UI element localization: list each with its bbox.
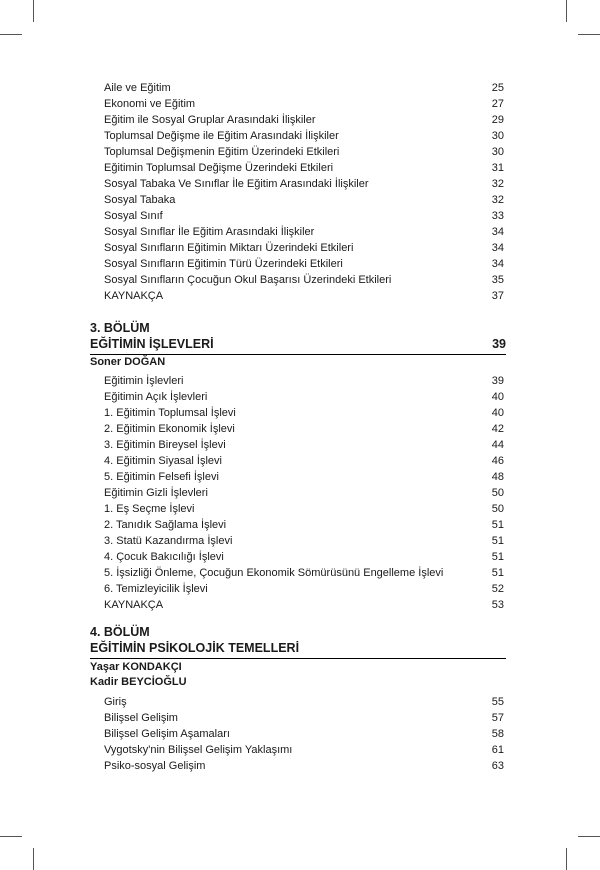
toc-entry[interactable]: Ekonomi ve Eğitim 27 (104, 98, 504, 110)
crop-mark-top-left (33, 0, 34, 22)
toc-entry[interactable]: Sosyal Sınıf 33 (104, 210, 504, 222)
chapter-number: 4. BÖLÜM (90, 625, 150, 639)
crop-mark-right-bottom (578, 836, 600, 837)
chapter-title[interactable] (90, 336, 506, 355)
toc-entry[interactable]: 2. Tanıdık Sağlama İşlevi 51 (104, 519, 504, 531)
toc-entry[interactable]: 1. Eğitimin Toplumsal İşlevi 40 (104, 407, 504, 419)
toc-entry[interactable]: Eğitimin Gizli İşlevleri 50 (104, 487, 504, 499)
crop-mark-bottom-right (566, 848, 567, 870)
chapter-number: 3. BÖLÜM (90, 321, 150, 335)
toc-entry[interactable]: KAYNAKÇA 37 (104, 290, 504, 302)
toc-entry[interactable]: Toplumsal Değişme ile Eğitim Arasındaki İlişkiler 30 (104, 130, 504, 142)
toc-entry[interactable]: Eğitimin Toplumsal Değişme Üzerindeki Etkileri 31 (104, 162, 504, 174)
toc-entry[interactable]: Bilişsel Gelişim Aşamaları 58 (104, 728, 504, 740)
toc-entry[interactable]: KAYNAKÇA 53 (104, 599, 504, 611)
toc-entry[interactable]: Sosyal Tabaka Ve Sınıflar İle Eğitim Arasındaki İlişkiler 32 (104, 178, 504, 190)
toc-entry[interactable]: Eğitim ile Sosyal Gruplar Arasındaki İlişkiler 29 (104, 114, 504, 126)
chapter-title[interactable] (90, 640, 506, 659)
toc-entry[interactable]: 6. Temizleyicilik İşlevi 52 (104, 583, 504, 595)
toc-entry[interactable]: Sosyal Sınıfların Eğitimin Miktarı Üzerindeki Etkileri 34 (104, 242, 504, 254)
chapter-author: Kadir BEYCİOĞLU (90, 676, 187, 688)
toc-entry[interactable]: Bilişsel Gelişim 57 (104, 712, 504, 724)
toc-entry[interactable]: 3. Statü Kazandırma İşlevi 51 (104, 535, 504, 547)
toc-entry[interactable]: Sosyal Sınıflar İle Eğitim Arasındaki İlişkiler 34 (104, 226, 504, 238)
crop-mark-bottom-left (33, 848, 34, 870)
toc-entry[interactable]: Giriş 55 (104, 696, 504, 708)
chapter-title-text: EĞİTİMİN İŞLEVLERİ (90, 337, 214, 351)
toc-entry[interactable]: Vygotsky'nin Bilişsel Gelişim Yaklaşımı 61 (104, 744, 504, 756)
toc-entry[interactable]: Psiko-sosyal Gelişim 63 (104, 760, 504, 772)
chapter-page-number: 39 (492, 337, 506, 351)
crop-mark-right-top (578, 34, 600, 35)
toc-entry[interactable]: Eğitimin Açık İşlevleri 40 (104, 391, 504, 403)
toc-entry[interactable]: 4. Eğitimin Siyasal İşlevi 46 (104, 455, 504, 467)
toc-entry[interactable]: Aile ve Eğitim 25 (104, 82, 504, 94)
toc-entry[interactable]: Eğitimin İşlevleri 39 (104, 375, 504, 387)
toc-entry[interactable]: 5. Eğitimin Felsefi İşlevi 48 (104, 471, 504, 483)
crop-mark-left-top (0, 34, 22, 35)
toc-entry[interactable]: 4. Çocuk Bakıcılığı İşlevi 51 (104, 551, 504, 563)
toc-entry[interactable]: 2. Eğitimin Ekonomik İşlevi 42 (104, 423, 504, 435)
toc-entry[interactable]: Toplumsal Değişmenin Eğitim Üzerindeki Etkileri 30 (104, 146, 504, 158)
crop-mark-left-bottom (0, 836, 22, 837)
chapter-author: Yaşar KONDAKÇI (90, 661, 182, 673)
toc-entry[interactable]: 5. İşsizliği Önleme, Çocuğun Ekonomik Sömürüsünü Engelleme İşlevi 51 (104, 567, 504, 579)
toc-entry[interactable]: 1. Eş Seçme İşlevi 50 (104, 503, 504, 515)
chapter-title-text: EĞİTİMİN PSİKOLOJİK TEMELLERİ (90, 641, 300, 655)
chapter-author: Soner DOĞAN (90, 356, 166, 368)
crop-mark-top-right (566, 0, 567, 22)
toc-entry[interactable]: Sosyal Sınıfların Eğitimin Türü Üzerindeki Etkileri 34 (104, 258, 504, 270)
toc-entry[interactable]: Sosyal Sınıfların Çocuğun Okul Başarısı Üzerindeki Etkileri 35 (104, 274, 504, 286)
toc-entry[interactable]: 3. Eğitimin Bireysel İşlevi 44 (104, 439, 504, 451)
toc-entry[interactable]: Sosyal Tabaka 32 (104, 194, 504, 206)
